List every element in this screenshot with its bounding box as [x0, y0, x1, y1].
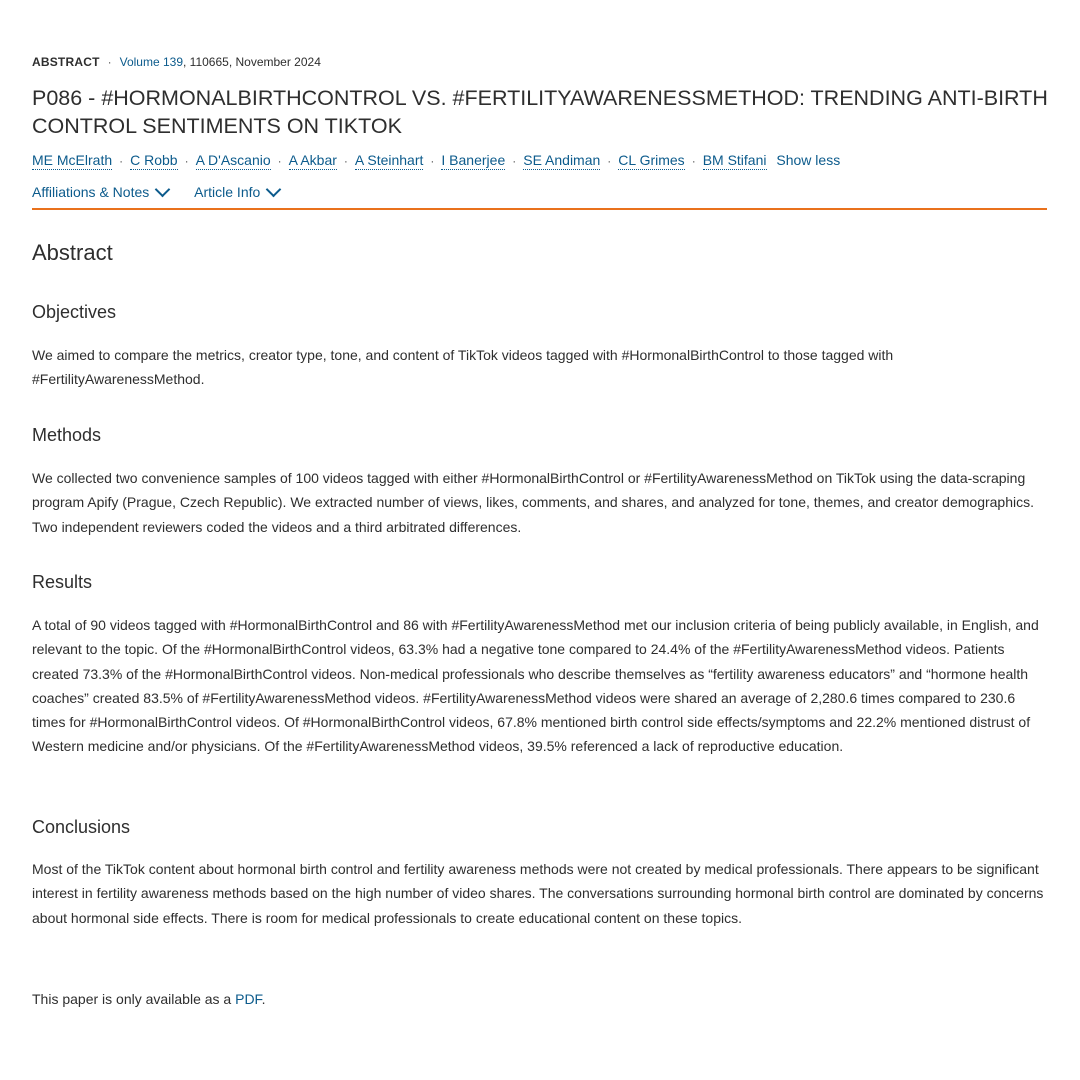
author-separator: ·: [184, 154, 189, 168]
pdf-note-prefix: This paper is only available as a: [32, 991, 236, 1007]
show-less-button[interactable]: Show less: [776, 152, 841, 168]
author-separator: ·: [277, 154, 282, 168]
pdf-link[interactable]: PDF: [235, 991, 262, 1007]
author-link[interactable]: SE Andiman: [523, 152, 601, 168]
author-link[interactable]: BM Stifani: [702, 152, 767, 168]
author-link[interactable]: ME McElrath: [32, 152, 113, 168]
affiliations-label: Affiliations & Notes: [32, 184, 150, 200]
author-separator: ·: [691, 154, 696, 168]
header-divider: [32, 208, 1047, 210]
results-text: A total of 90 videos tagged with #HormonalBirthControl and 86 with #FertilityAwarenessMethod met our inclusion criteria of being publicly available, in English, and relevant to the topic. Of the #HormonalBirthControl videos, 63.3% had a negative tone compared to 24.4% of the #FertilityAwarenessMethod videos. Patients created 73.3% of the #HormonalBirthControl videos. Non-medical professionals who describe themselves as “fertility awareness educators” and “hormone health coaches” created 83.5% of #FertilityAwarenessMethod videos. #FertilityAwarenessMethod videos were shared an average of 2,280.6 times compared to 230.6 times for #HormonalBirthControl videos. Of #HormonalBirthControl videos, 67.8% mentioned birth control side effects/symptoms and 22.2% mentioned distrust of Western medicine and/or physicians. Of the #FertilityAwarenessMethod videos, 39.5% referenced a lack of reproductive education.: [32, 617, 1039, 755]
author-list: [32, 152, 840, 168]
author-link[interactable]: C Robb: [130, 152, 178, 168]
article-info-label: Article Info: [194, 184, 261, 200]
chevron-down-icon: [155, 181, 171, 197]
author-separator: ·: [343, 154, 348, 168]
conclusions-text: Most of the TikTok content about hormonal birth control and fertility awareness methods were not created by medical professionals. There appears to be significant interest in fertility awareness methods based on the high number of video shares. The conversations surrounding hormonal birth control are dominated by concerns about hormonal side effects. There is room for medical professionals to create educational content on these topics.: [32, 861, 1044, 926]
article-type-label: ABSTRACT: [32, 55, 100, 69]
author-link[interactable]: CL Grimes: [618, 152, 685, 168]
author-link[interactable]: A D'Ascanio: [195, 152, 271, 168]
methods-heading: Methods: [32, 425, 102, 445]
article-info-toggle[interactable]: [194, 184, 279, 200]
results-heading: Results: [32, 572, 93, 592]
pdf-note: [32, 987, 1047, 1011]
info-toggles: [32, 184, 301, 200]
author-separator: ·: [512, 154, 517, 168]
article-title: P086 - #HORMONALBIRTHCONTROL VS. #FERTILITYAWARENESSMETHOD: TRENDING ANTI-BIRTH CONTROL SENTIMENTS ON TIKTOK: [32, 86, 1048, 138]
abstract-heading: Abstract: [32, 240, 113, 265]
issue-info: , 110665, November 2024: [183, 55, 321, 69]
author-link[interactable]: I Banerjee: [441, 152, 506, 168]
author-separator: ·: [607, 154, 612, 168]
author-link[interactable]: A Steinhart: [354, 152, 424, 168]
chevron-down-icon: [266, 181, 282, 197]
volume-link[interactable]: Volume 139: [119, 55, 183, 69]
author-separator: ·: [430, 154, 435, 168]
author-link[interactable]: A Akbar: [288, 152, 337, 168]
objectives-text: We aimed to compare the metrics, creator type, tone, and content of TikTok videos tagged with #HormonalBirthControl to those tagged with #FertilityAwarenessMethod.: [32, 347, 894, 388]
methods-text: We collected two convenience samples of 100 videos tagged with either #HormonalBirthControl or #FertilityAwarenessMethod on TikTok using the data-scraping program Apify (Prague, Czech Republic). We extracted number of views, likes, comments, and shares, and analyzed for tone, themes, and creator demographics. Two independent reviewers coded the videos and a third arbitrated differences.: [32, 470, 1035, 535]
affiliations-toggle[interactable]: [32, 184, 168, 200]
article-meta: [32, 55, 321, 69]
objectives-heading: Objectives: [32, 302, 117, 322]
author-separator: ·: [119, 154, 124, 168]
meta-separator: ·: [107, 55, 112, 69]
conclusions-heading: Conclusions: [32, 817, 131, 837]
pdf-note-suffix: .: [261, 991, 266, 1007]
